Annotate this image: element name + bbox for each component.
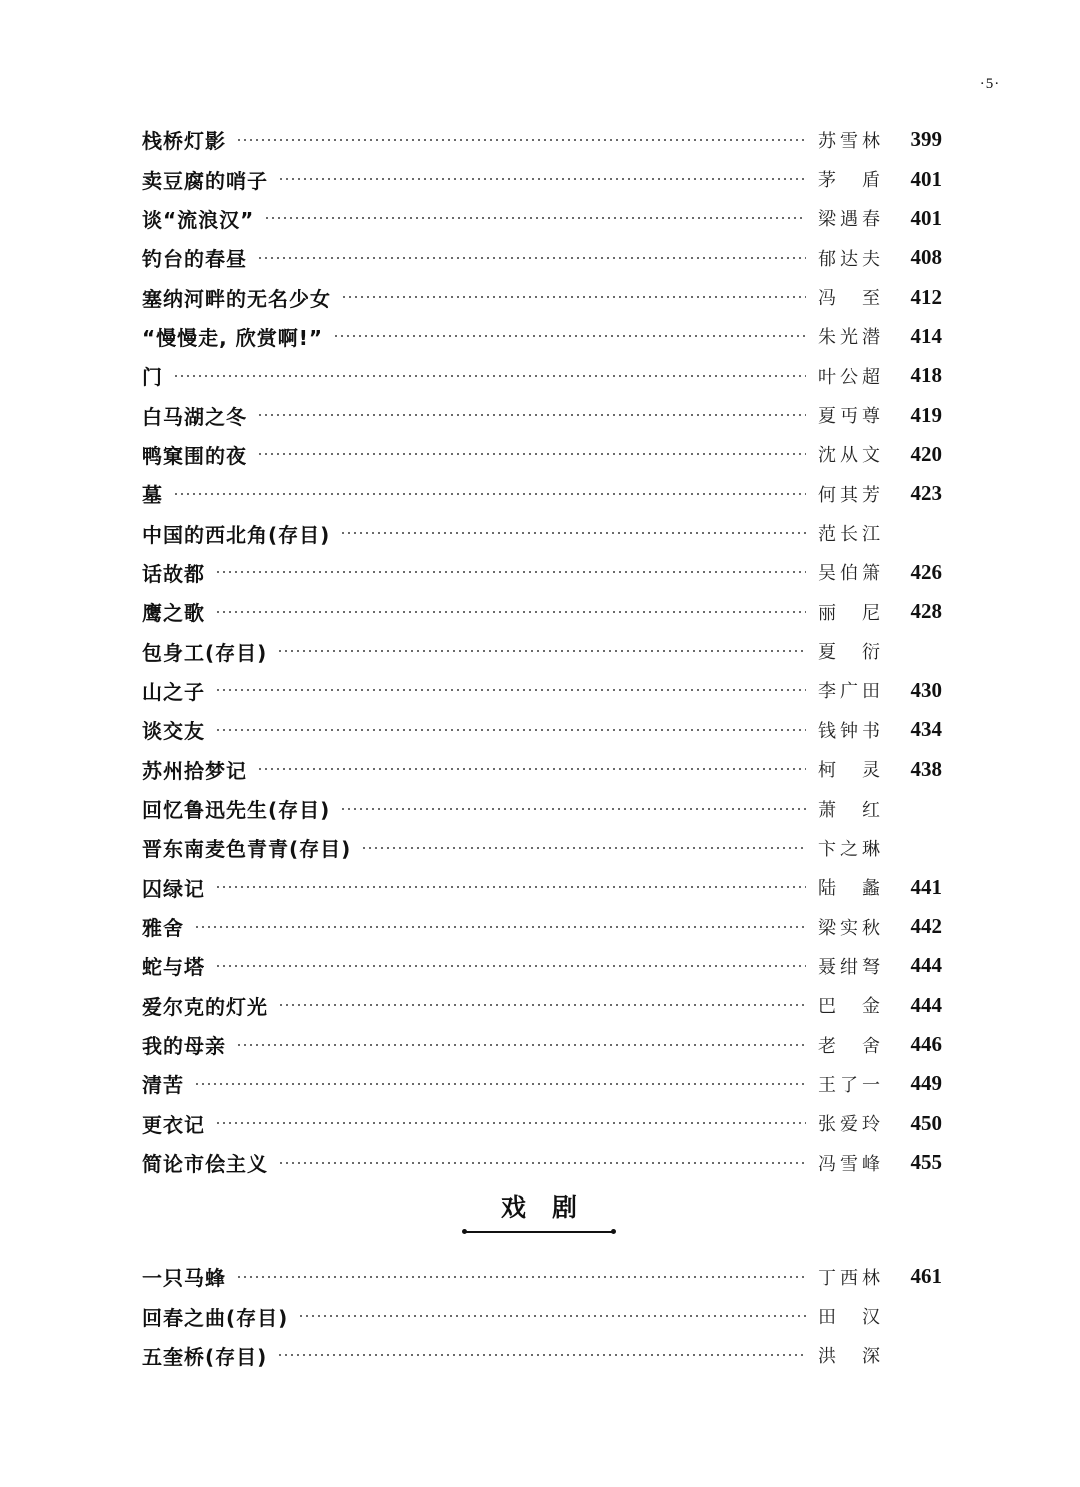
entry-title: 门 (142, 365, 163, 390)
entry-author: 老舍 (818, 1035, 880, 1057)
dot-leader (236, 1044, 806, 1046)
entry-title: “慢慢走, 欣赏啊!” (142, 325, 323, 350)
entry-title: 白马湖之冬 (142, 404, 247, 429)
dot-leader (278, 1004, 806, 1006)
dot-leader (333, 335, 806, 337)
entry-author: 范长江 (818, 524, 880, 546)
entry-page-number: 399 (910, 127, 942, 152)
entry-author: 李广田 (818, 681, 880, 703)
entry-author: 巴金 (818, 996, 880, 1018)
dot-leader (341, 296, 806, 298)
entry-page-number: 461 (910, 1264, 942, 1289)
dot-leader (215, 571, 806, 573)
dot-leader (361, 847, 806, 849)
entry-author: 冯至 (818, 288, 880, 310)
dot-leader (215, 886, 806, 888)
entry-author: 田汉 (818, 1307, 880, 1329)
toc-entry (142, 986, 942, 1025)
dot-leader (215, 965, 806, 967)
toc-entry (142, 750, 942, 789)
dot-leader (340, 808, 806, 810)
dot-leader (173, 493, 806, 495)
entry-author: 丁西林 (818, 1267, 880, 1289)
dot-leader (257, 414, 806, 416)
entry-author: 卞之琳 (818, 838, 880, 860)
dot-leader (277, 1354, 806, 1356)
entry-author: 张爱玲 (818, 1114, 880, 1136)
entry-author: 朱光潜 (818, 327, 880, 349)
drama-table-of-contents (142, 1257, 942, 1375)
entry-title: 鹰之歌 (142, 601, 205, 626)
entry-title: 晋东南麦色青青(存目) (142, 837, 352, 862)
entry-page-number: 430 (910, 677, 942, 702)
entry-title: 雅舍 (142, 916, 184, 941)
page-number: ·5· (979, 76, 1001, 92)
entry-title: 鸭窠围的夜 (142, 443, 247, 468)
entry-title: 我的母亲 (142, 1034, 226, 1059)
entry-page-number: 423 (910, 481, 942, 506)
toc-entry (142, 789, 942, 828)
entry-author: 夏衍 (818, 642, 880, 664)
entry-title: 谈交友 (142, 719, 205, 744)
entry-page-number: 408 (910, 245, 942, 270)
entry-author: 梁遇春 (818, 209, 880, 231)
entry-page-number: 449 (910, 1071, 942, 1096)
toc-entry (142, 1025, 942, 1064)
entry-page-number: 414 (910, 323, 942, 348)
toc-entry (142, 356, 942, 395)
entry-title: 清苦 (142, 1073, 184, 1098)
dot-leader (215, 1122, 806, 1124)
entry-page-number: 446 (910, 1032, 942, 1057)
entry-title: 五奎桥(存目) (142, 1344, 268, 1369)
entry-page-number: 412 (910, 284, 942, 309)
toc-entry (142, 238, 942, 277)
dot-leader (194, 926, 806, 928)
entry-title: 卖豆腐的哨子 (142, 168, 268, 193)
entry-author: 夏丏尊 (818, 406, 880, 428)
toc-entry (142, 395, 942, 434)
section-title: 戏剧 (500, 1193, 603, 1222)
toc-entry (142, 120, 942, 159)
entry-author: 钱钟书 (818, 720, 880, 742)
section-heading (462, 1190, 616, 1236)
dot-leader (215, 729, 806, 731)
entry-title: 蛇与塔 (142, 955, 205, 980)
entry-title: 中国的西北角(存目) (142, 522, 331, 547)
entry-author: 王了一 (818, 1074, 880, 1096)
dot-leader (277, 650, 806, 652)
toc-entry (142, 592, 942, 631)
dot-leader (264, 217, 806, 219)
entry-author: 洪深 (818, 1346, 880, 1368)
section-underline-ornament (462, 1228, 616, 1236)
entry-author: 萧红 (818, 799, 880, 821)
entry-page-number: 444 (910, 953, 942, 978)
entry-page-number: 434 (910, 717, 942, 742)
entry-page-number: 426 (910, 559, 942, 584)
entry-author: 丽尼 (818, 602, 880, 624)
entry-author: 冯雪峰 (818, 1153, 880, 1175)
entry-author: 陆蠡 (818, 878, 880, 900)
entry-author: 吴伯箫 (818, 563, 880, 585)
entry-page-number: 401 (910, 166, 942, 191)
entry-title: 一只马蜂 (142, 1266, 226, 1291)
entry-title: 回忆鲁迅先生(存目) (142, 798, 331, 823)
entry-page-number: 455 (910, 1150, 942, 1175)
dot-leader (173, 375, 806, 377)
dot-leader (194, 1083, 806, 1085)
entry-page-number: 441 (910, 874, 942, 899)
toc-entry (142, 946, 942, 985)
entry-author: 梁实秋 (818, 917, 880, 939)
dot-leader (257, 453, 806, 455)
toc-entry (142, 1104, 942, 1143)
entry-author: 叶公超 (818, 366, 880, 388)
entry-title: 简论市侩主义 (142, 1152, 268, 1177)
entry-page-number: 428 (910, 599, 942, 624)
entry-title: 栈桥灯影 (142, 129, 226, 154)
toc-entry (142, 1296, 942, 1335)
toc-entry (142, 1143, 942, 1182)
entry-page-number: 444 (910, 992, 942, 1017)
dot-leader (236, 1276, 806, 1278)
entry-page-number: 418 (910, 363, 942, 388)
entry-title: 钓台的春昼 (142, 247, 247, 272)
entry-author: 苏雪林 (818, 130, 880, 152)
entry-title: 话故都 (142, 561, 205, 586)
entry-page-number: 401 (910, 205, 942, 230)
entry-title: 墓 (142, 483, 163, 508)
toc-entry (142, 277, 942, 316)
entry-author: 郁达夫 (818, 248, 880, 270)
entry-title: 塞纳河畔的无名少女 (142, 286, 331, 311)
entry-title: 谈“流浪汉” (142, 207, 255, 232)
entry-author: 柯灵 (818, 760, 880, 782)
toc-entry (142, 907, 942, 946)
toc-entry (142, 1336, 942, 1375)
dot-leader (257, 257, 806, 259)
table-of-contents (142, 120, 942, 1182)
entry-title: 囚绿记 (142, 876, 205, 901)
entry-title: 回春之曲(存目) (142, 1305, 289, 1330)
entry-author: 聂绀弩 (818, 956, 880, 978)
entry-author: 沈从文 (818, 445, 880, 467)
dot-leader (298, 1315, 806, 1317)
entry-page-number: 450 (910, 1110, 942, 1135)
dot-leader (278, 1162, 806, 1164)
toc-entry (142, 435, 942, 474)
dot-leader (215, 689, 806, 691)
toc-entry (142, 317, 942, 356)
entry-page-number: 438 (910, 756, 942, 781)
toc-entry (142, 828, 942, 867)
entry-title: 爱尔克的灯光 (142, 994, 268, 1019)
dot-leader (236, 139, 806, 141)
toc-entry (142, 631, 942, 670)
entry-title: 包身工(存目) (142, 640, 268, 665)
toc-entry (142, 199, 942, 238)
entry-title: 山之子 (142, 679, 205, 704)
entry-author: 茅盾 (818, 170, 880, 192)
toc-entry (142, 474, 942, 513)
entry-title: 更衣记 (142, 1112, 205, 1137)
toc-entry (142, 710, 942, 749)
entry-author: 何其芳 (818, 484, 880, 506)
toc-entry (142, 159, 942, 198)
toc-entry (142, 553, 942, 592)
toc-entry (142, 1257, 942, 1296)
dot-leader (340, 532, 806, 534)
entry-title: 苏州拾梦记 (142, 758, 247, 783)
toc-entry (142, 868, 942, 907)
toc-entry (142, 671, 942, 710)
dot-leader (215, 611, 806, 613)
entry-page-number: 420 (910, 441, 942, 466)
entry-page-number: 442 (910, 914, 942, 939)
entry-page-number: 419 (910, 402, 942, 427)
toc-entry (142, 1064, 942, 1103)
dot-leader (278, 178, 806, 180)
toc-entry (142, 513, 942, 552)
dot-leader (257, 768, 806, 770)
